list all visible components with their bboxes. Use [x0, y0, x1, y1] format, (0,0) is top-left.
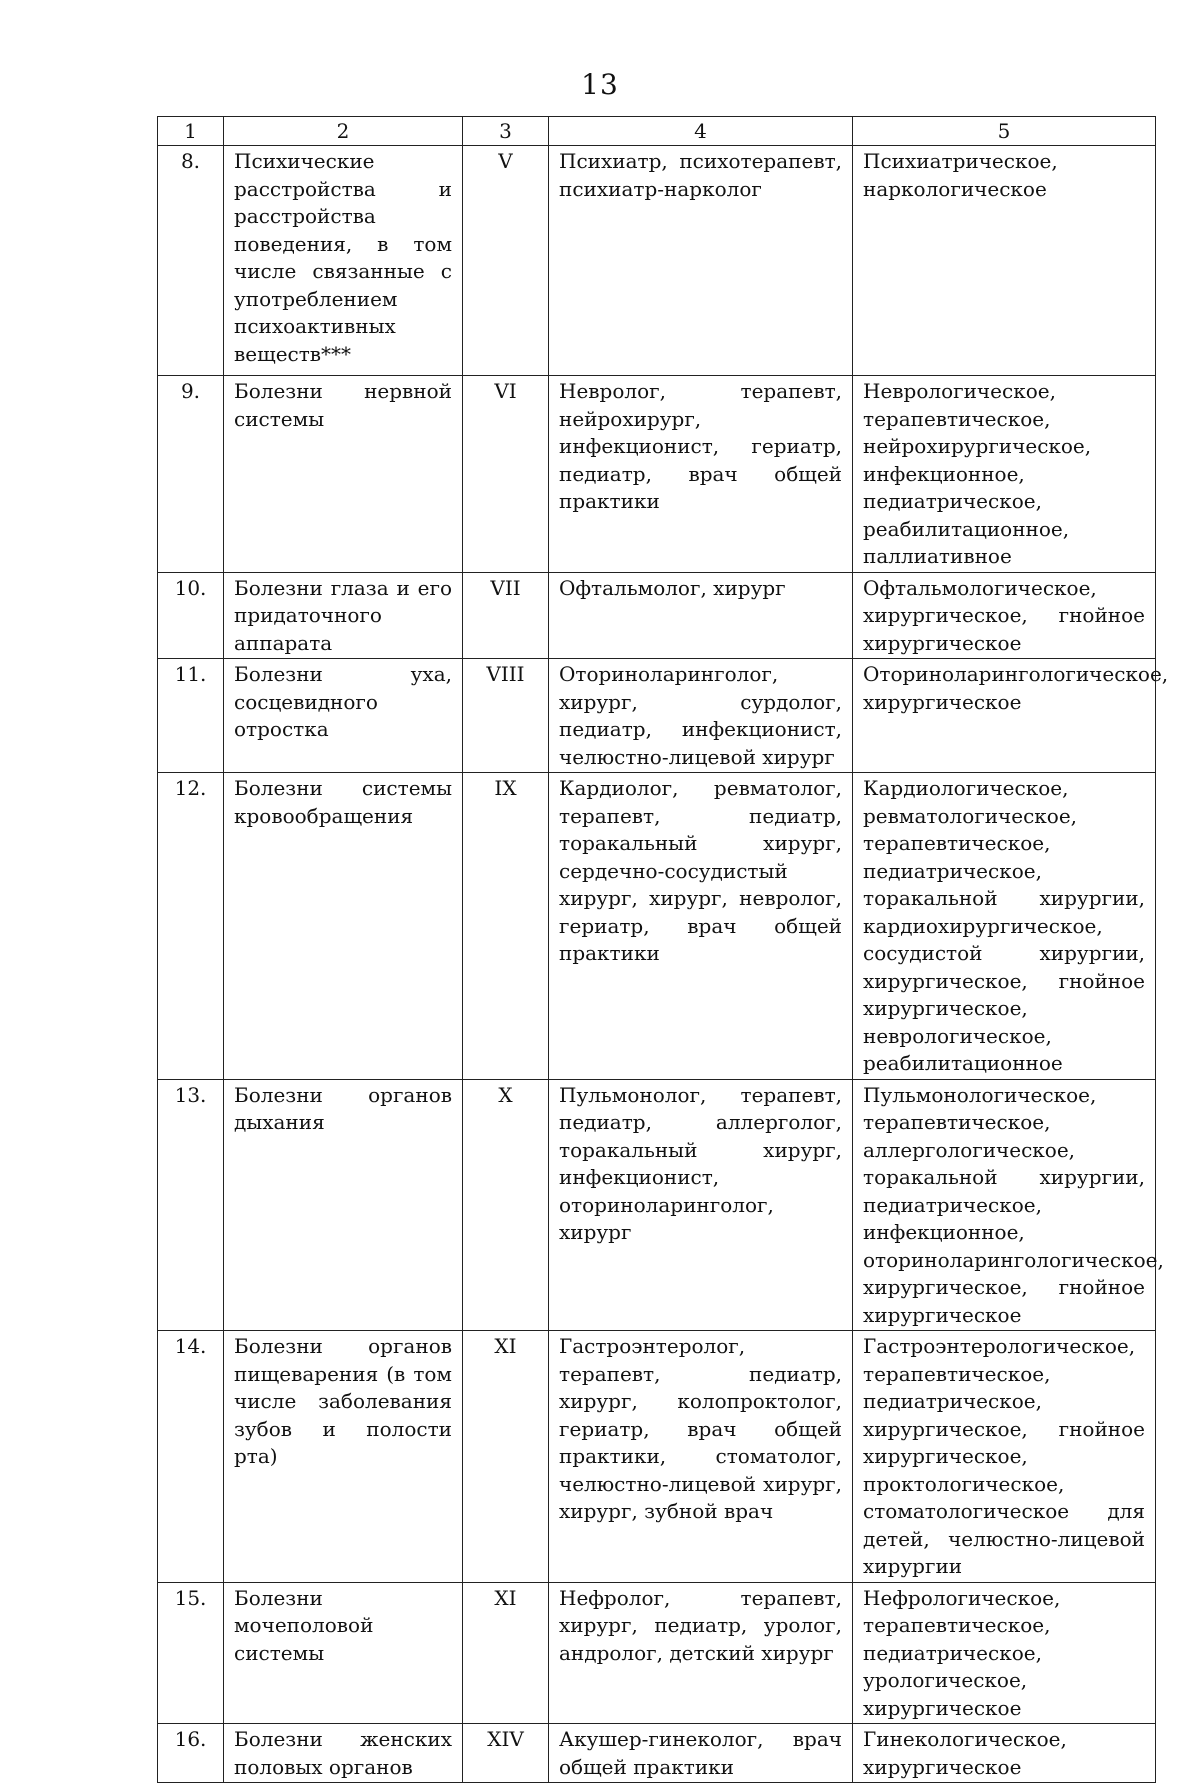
- row-number: 15.: [158, 1582, 224, 1724]
- bed-profile: Гастроэнтерологическое, терапевтическое, педиатрическое, хирургическое, гнойное хирургическое, проктологическое, стоматологическое для детей, челюстно-лицевой хирургии: [853, 1331, 1156, 1583]
- row-number: 11.: [158, 659, 224, 773]
- table-row: [158, 1724, 1156, 1783]
- row-number: 10.: [158, 572, 224, 659]
- bed-profile: Офтальмологическое, хирургическое, гнойное хирургическое: [853, 572, 1156, 659]
- disease-group: Болезни органов пищеварения (в том числе заболевания зубов и полости рта): [224, 1331, 463, 1583]
- icd-class: VIII: [463, 659, 549, 773]
- specialists: Гастроэнтеролог, терапевт, педиатр, хирург, колопроктолог, гериатр, врач общей практики, стоматолог, челюстно-лицевой хирург, хирург, зубной врач: [549, 1331, 853, 1583]
- column-header-3: 3: [463, 117, 549, 146]
- row-number: 12.: [158, 773, 224, 1080]
- disease-group: Болезни нервной системы: [224, 376, 463, 573]
- icd-class: VII: [463, 572, 549, 659]
- column-header-4: 4: [549, 117, 853, 146]
- column-header-2: 2: [224, 117, 463, 146]
- specialists: Офтальмолог, хирург: [549, 572, 853, 659]
- icd-class: V: [463, 146, 549, 376]
- disease-group: Болезни мочеполовой системы: [224, 1582, 463, 1724]
- table-row: [158, 572, 1156, 659]
- specialists: Акушер-гинеколог, врач общей практики: [549, 1724, 853, 1783]
- disease-profile-table: [157, 116, 1169, 1783]
- disease-group: Болезни уха, сосцевидного отростка: [224, 659, 463, 773]
- icd-class: X: [463, 1079, 549, 1331]
- bed-profile: Гинекологическое, хирургическое: [853, 1724, 1156, 1783]
- bed-profile: Нефрологическое, терапевтическое, педиатрическое, урологическое, хирургическое: [853, 1582, 1156, 1724]
- page-number: 13: [581, 68, 619, 101]
- icd-class: IX: [463, 773, 549, 1080]
- icd-class: XI: [463, 1582, 549, 1724]
- column-header-5: 5: [853, 117, 1156, 146]
- table-row: [158, 659, 1156, 773]
- bed-profile: Неврологическое, терапевтическое, нейрохирургическое, инфекционное, педиатрическое, реабилитационное, паллиативное: [853, 376, 1156, 573]
- row-number: 13.: [158, 1079, 224, 1331]
- row-number: 16.: [158, 1724, 224, 1783]
- table-row: [158, 1582, 1156, 1724]
- bed-profile: Оториноларингологическое, хирургическое: [853, 659, 1156, 773]
- specialists: Пульмонолог, терапевт, педиатр, аллерголог, торакальный хирург, инфекционист, оториноларинголог, хирург: [549, 1079, 853, 1331]
- specialists: Кардиолог, ревматолог, терапевт, педиатр, торакальный хирург, сердечно-сосудистый хирург, хирург, невролог, гериатр, врач общей практики: [549, 773, 853, 1080]
- table-row: [158, 1331, 1156, 1583]
- icd-class: XIV: [463, 1724, 549, 1783]
- specialists: Психиатр, психотерапевт, психиатр-нарколог: [549, 146, 853, 376]
- disease-group: Болезни органов дыхания: [224, 1079, 463, 1331]
- icd-class: VI: [463, 376, 549, 573]
- disease-group: Болезни системы кровообращения: [224, 773, 463, 1080]
- specialists: Нефролог, терапевт, хирург, педиатр, уролог, андролог, детский хирург: [549, 1582, 853, 1724]
- table-row: [158, 1079, 1156, 1331]
- row-number: 14.: [158, 1331, 224, 1583]
- icd-class: XI: [463, 1331, 549, 1583]
- bed-profile: Пульмонологическое, терапевтическое, аллергологическое, торакальной хирургии, педиатрическое, инфекционное, оториноларингологическое, хирургическое, гнойное хирургическое: [853, 1079, 1156, 1331]
- row-number: 9.: [158, 376, 224, 573]
- table-row: [158, 146, 1156, 376]
- bed-profile: Кардиологическое, ревматологическое, терапевтическое, педиатрическое, торакальной хирургии, кардиохирургическое, сосудистой хирургии, хирургическое, гнойное хирургическое, неврологическое, реабилитационное: [853, 773, 1156, 1080]
- disease-group: Болезни женских половых органов: [224, 1724, 463, 1783]
- specialists: Оториноларинголог, хирург, сурдолог, педиатр, инфекционист, челюстно-лицевой хирург: [549, 659, 853, 773]
- table-row: [158, 773, 1156, 1080]
- table-header-row: [158, 117, 1156, 146]
- bed-profile: Психиатрическое, наркологическое: [853, 146, 1156, 376]
- table-row: [158, 376, 1156, 573]
- row-number: 8.: [158, 146, 224, 376]
- column-header-1: 1: [158, 117, 224, 146]
- disease-group: Психические расстройства и расстройства поведения, в том числе связанные с употреблением психоактивных веществ***: [224, 146, 463, 376]
- specialists: Невролог, терапевт, нейрохирург, инфекционист, гериатр, педиатр, врач общей практики: [549, 376, 853, 573]
- disease-group: Болезни глаза и его придаточного аппарата: [224, 572, 463, 659]
